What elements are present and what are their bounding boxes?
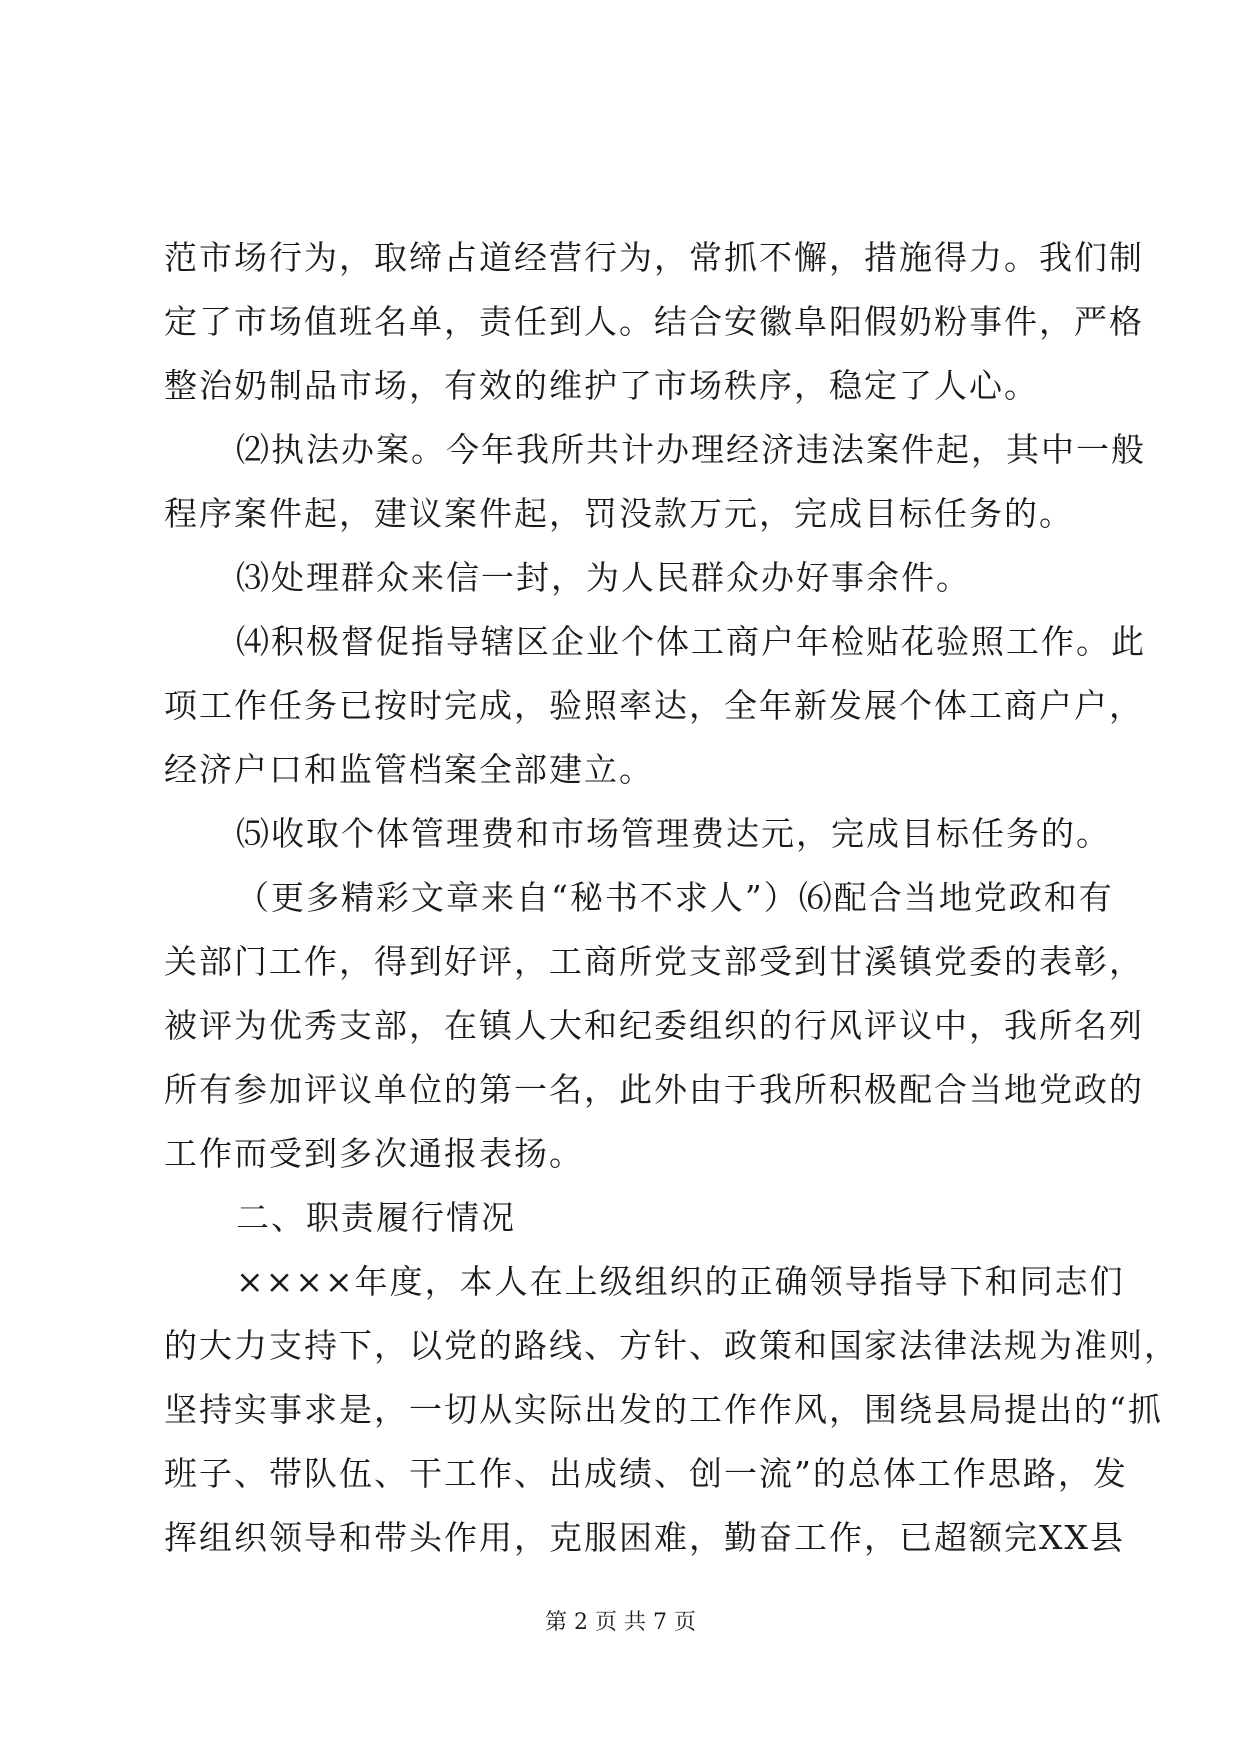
text-line: 范市场行为，取缔占道经营行为，常抓不懈，措施得力。我们制 <box>164 238 1144 277</box>
text-line: 经济户口和监管档案全部建立。 <box>164 750 654 789</box>
text-line: 的大力支持下，以党的路线、方针、政策和国家法律法规为准则， <box>164 1326 1179 1365</box>
text-line: 所有参加评议单位的第一名，此外由于我所积极配合当地党政的 <box>164 1070 1144 1109</box>
text-line: 整治奶制品市场，有效的维护了市场秩序，稳定了人心。 <box>164 366 1039 405</box>
text-line: ⑸收取个体管理费和市场管理费达元，完成目标任务的。 <box>236 814 1111 853</box>
text-line: 坚持实事求是，一切从实际出发的工作作风，围绕县局提出的“抓 <box>164 1390 1163 1429</box>
text-line: 工作而受到多次通报表扬。 <box>164 1134 584 1173</box>
text-line: ⑷积极督促指导辖区企业个体工商户年检贴花验照工作。此 <box>236 622 1146 661</box>
text-line: ⑶处理群众来信一封，为人民群众办好事余件。 <box>236 558 971 597</box>
section-heading: 二、职责履行情况 <box>236 1198 516 1237</box>
text-line: 关部门工作，得到好评，工商所党支部受到甘溪镇党委的表彰， <box>164 942 1144 981</box>
text-line: 挥组织领导和带头作用，克服困难，勤奋工作，已超额完XX县 <box>164 1518 1125 1557</box>
text-line: 被评为优秀支部，在镇人大和纪委组织的行风评议中，我所名列 <box>164 1006 1144 1045</box>
text-line: （更多精彩文章来自“秘书不求人”）⑹配合当地党政和有 <box>236 878 1114 917</box>
text-line: 程序案件起，建议案件起，罚没款万元，完成目标任务的。 <box>164 494 1074 533</box>
page-number-footer: 第 2 页 共 7 页 <box>545 1610 696 1635</box>
text-line: 定了市场值班名单，责任到人。结合安徽阜阳假奶粉事件，严格 <box>164 302 1144 341</box>
text-line: ××××年度，本人在上级组织的正确领导指导下和同志们 <box>236 1262 1125 1301</box>
document-body <box>164 226 1179 1570</box>
text-line: ⑵执法办案。今年我所共计办理经济违法案件起，其中一般 <box>236 430 1146 469</box>
text-line: 项工作任务已按时完成，验照率达，全年新发展个体工商户户， <box>164 686 1144 725</box>
text-line: 班子、带队伍、干工作、出成绩、创一流”的总体工作思路，发 <box>164 1454 1128 1493</box>
